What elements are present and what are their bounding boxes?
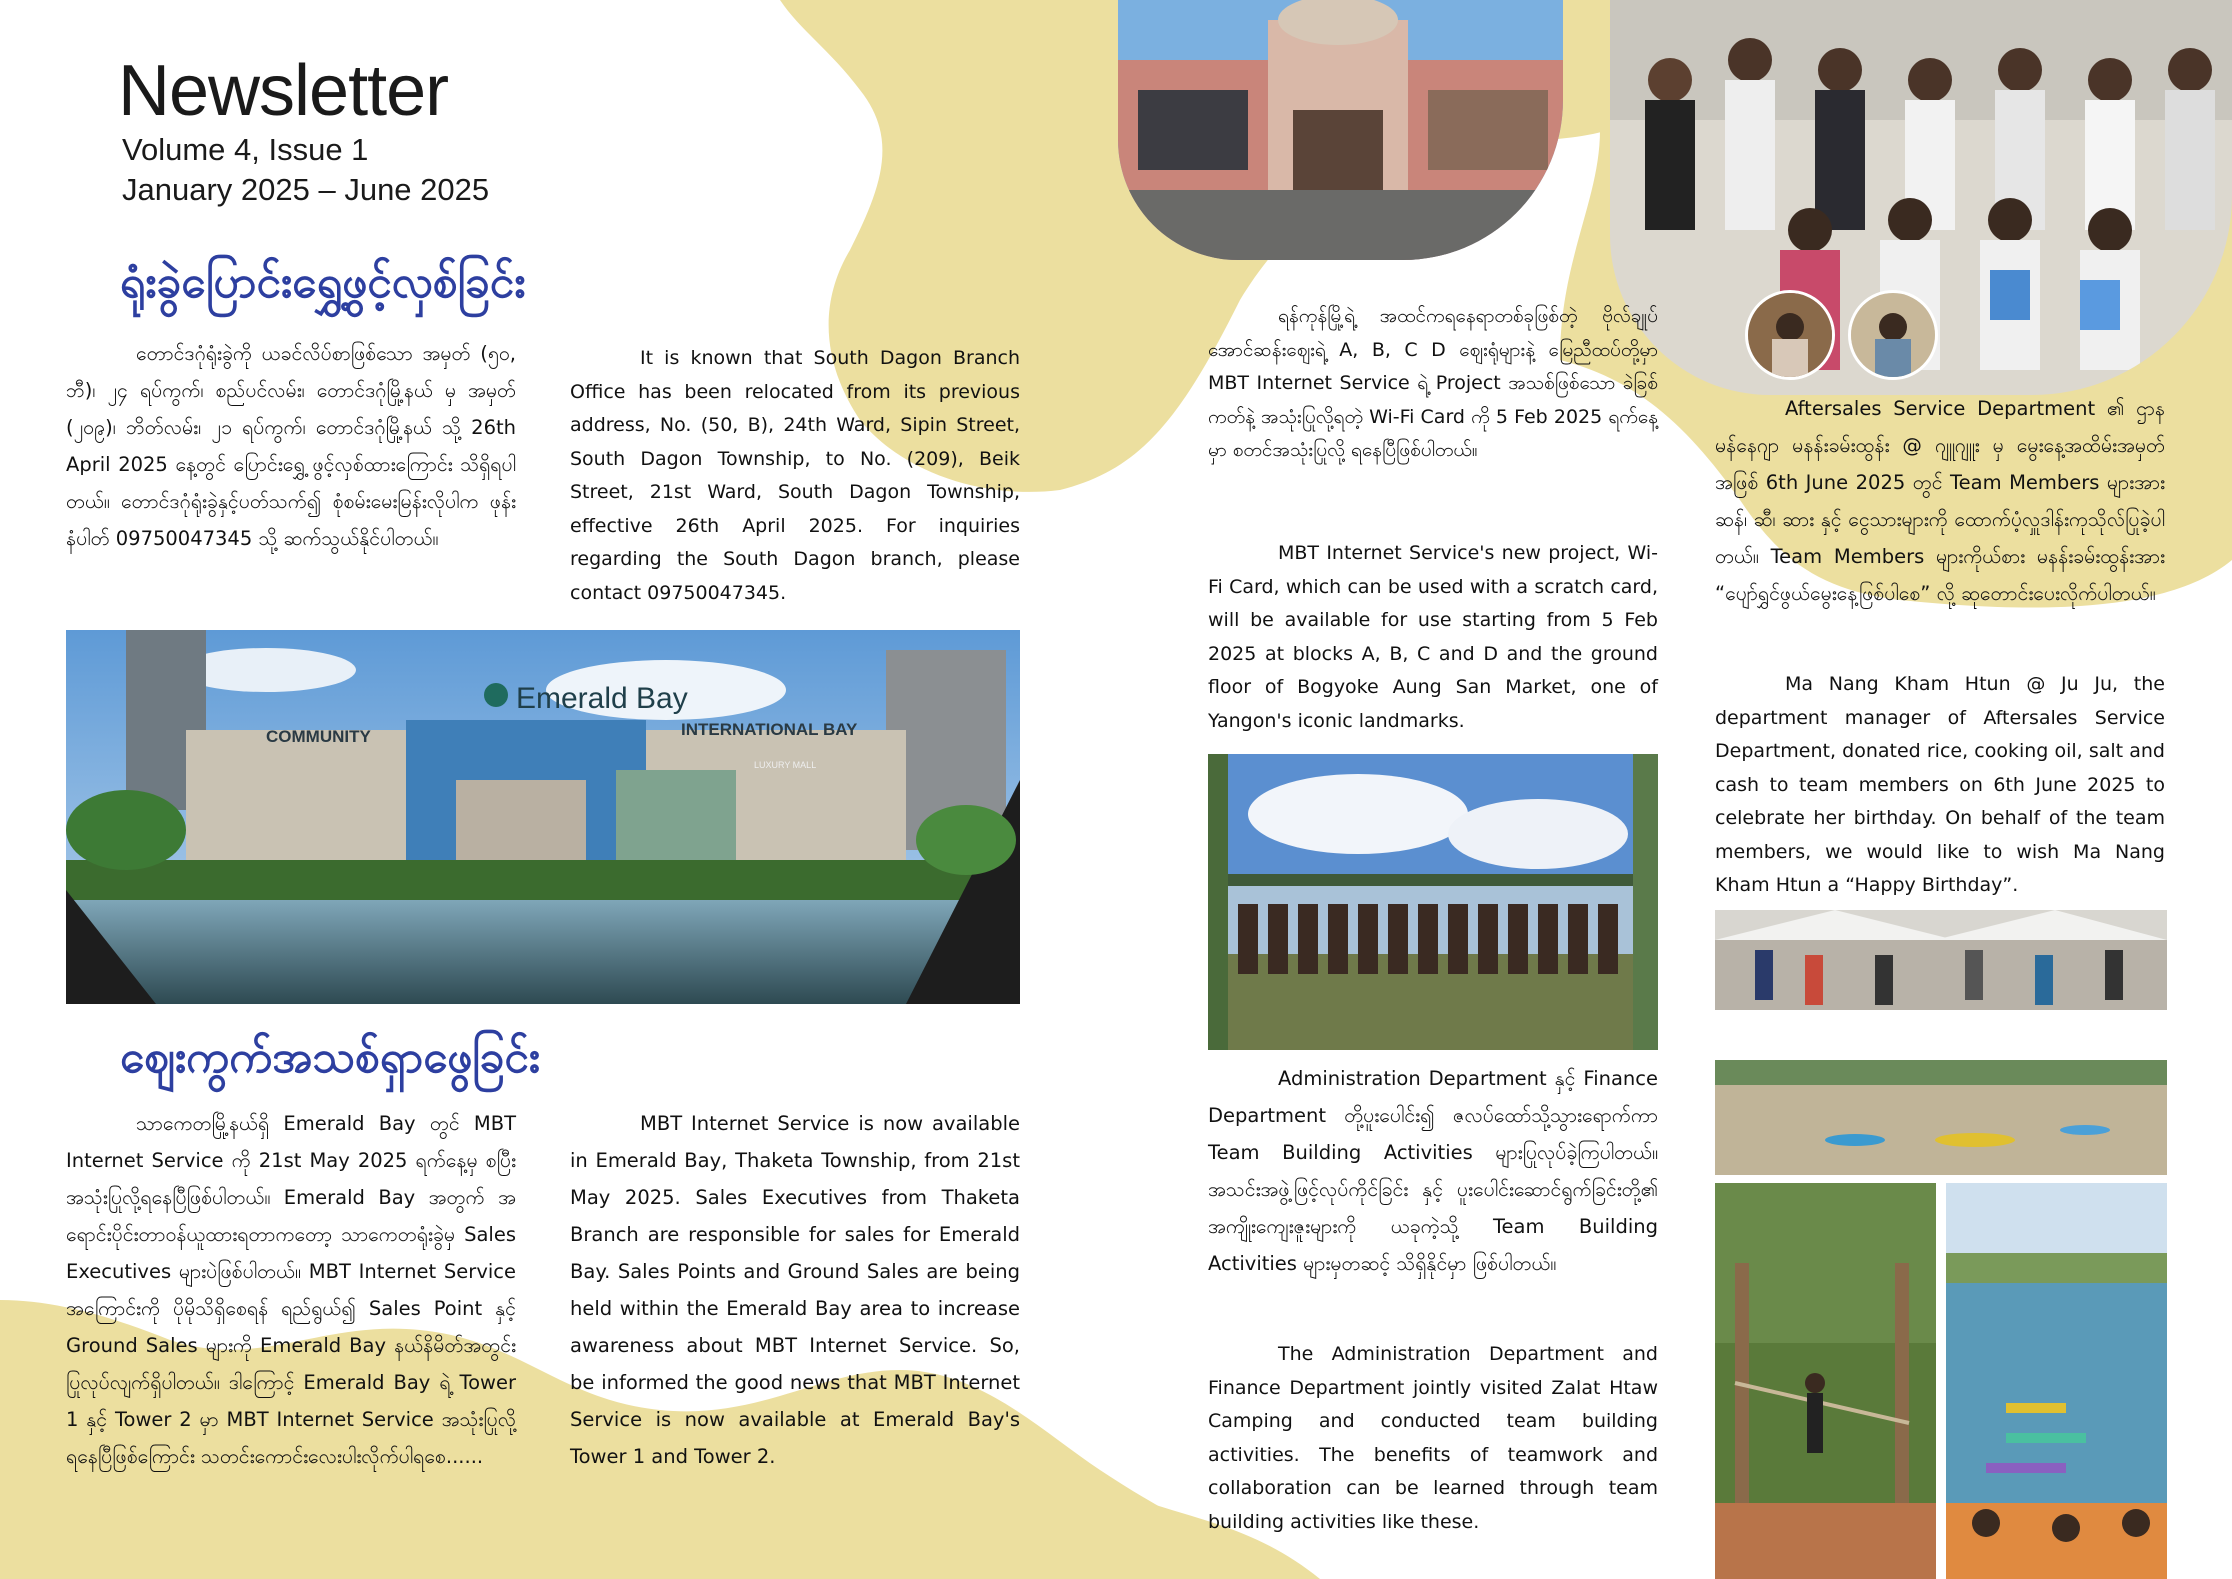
aftersales-paragraph-mm: Aftersales Service Department ၏ ဌာနမန်နေဂျာ မနန်းခမ်းထွန်း @ ဂျူဂျူး မှ မွေးနေ့အထိမ်းအမှတ်အဖြစ် 6th June 2025 တွင် Team Members များအား ဆန်၊ ဆီ၊ ဆား နှင့် ငွေသားများကို ထောက်ပံ့လှူဒါန်းကုသိုလ်ပြုခဲ့ပါတယ်။ Team Members များကိုယ်စား မနန်းခမ်းထွန်းအား “ပျော်ရွှင်ဖွယ်မွေးနေ့ဖြစ်ပါစေ” လို့ ဆုတောင်းပေးလိုက်ပါတယ်။ bbox=[1715, 397, 2165, 605]
section-heading-new-market: ဈေးကွက်အသစ်ရှာဖွေခြင်း bbox=[120, 1032, 540, 1083]
luxury-mall-sign: LUXURY MALL bbox=[754, 760, 817, 770]
relocation-paragraph-en: It is known that South Dagon Branch Office has been relocated from its previous address, No. (50, B), 24th Ward, Sipin Street, South Dagon Township, to No. (209), Beik Street, 21st Ward, South Dagon Township, effective 26th April 2025. For inquiries regarding the South Dagon branch, please contact 09750047345. bbox=[570, 347, 1020, 604]
wifi-card-paragraph-mm: ရန်ကုန်မြို့ရဲ့ အထင်ကရနေရာတစ်ခုဖြစ်တဲ့ ဗိုလ်ချုပ်အောင်ဆန်းဈေးရဲ့ A, B, C D ဈေးရုံများနဲ့ မြေညီထပ်တို့မှာ MBT Internet Service ရဲ့ Project အသစ်ဖြစ်သော ခဲခြစ်ကတ်နဲ့ အသုံးပြုလို့ရတဲ့ Wi-Fi Card ကို 5 Feb 2025 ရက်နေ့မှာ စတင်အသုံးပြုလို့ ရနေပြီဖြစ်ပါတယ်။ bbox=[1208, 305, 1658, 461]
aftersales-inset-photo-1 bbox=[1745, 290, 1835, 380]
new-market-paragraph-en: MBT Internet Service is now available in Emerald Bay, Thaketa Township, from 21st May 2025. Sales Executives from Thaketa Branch are responsible for sales for Emerald Bay. Sales Points and Ground Sales are being held within the Emerald Bay area to increase awareness about MBT Internet Service. So, be informed the good news that MBT Internet Service is now available at Emerald Bay's Tower 1 and Tower 2. bbox=[570, 1112, 1020, 1468]
water-activity-photo bbox=[1946, 1183, 2167, 1579]
emerald-bay-photo bbox=[66, 630, 1020, 1004]
volume-issue: Volume 4, Issue 1 bbox=[122, 132, 369, 167]
team-building-paragraph-mm: Administration Department နှင့် Finance Department တို့ပူးပေါင်း၍ ဇလပ်ထော်သို့သွားရောက်ကာ Team Building Activities များပြုလုပ်ခဲ့ကြပါတယ်။ အသင်းအဖွဲ့ဖြင့်လုပ်ကိုင်ခြင်း နှင့် ပူးပေါင်းဆောင်ရွက်ခြင်းတို့၏ အကျိုးကျေးဇူးများကို ယခုကဲ့သို့ Team Building Activities များမှတဆင့် သိရှိနိုင်မှာ ဖြစ်ပါတယ်။ bbox=[1208, 1067, 1658, 1275]
section-heading-relocation: ရုံးခွဲပြောင်းရွှေ့ဖွင့်လှစ်ခြင်း bbox=[120, 257, 526, 308]
rope-course-photo bbox=[1715, 1183, 1936, 1579]
camp-tent-photo bbox=[1715, 910, 2167, 1010]
team-building-group-photo bbox=[1208, 754, 1658, 1050]
kayak-lake-photo bbox=[1715, 1060, 2167, 1175]
wifi-card-paragraph-en: MBT Internet Service's new project, Wi-Fi Card, which can be used with a scratch card, will be available for use starting from 5 Feb 2025 at blocks A, B, C and D and the ground floor of Bogyoke Aung San Market, one of Yangon's iconic landmarks. bbox=[1208, 542, 1658, 732]
relocation-paragraph-mm: တောင်ဒဂုံရုံးခွဲကို ယခင်လိပ်စာဖြစ်သော အမှတ် (၅၀, ဘီ)၊ ၂၄ ရပ်ကွက်၊ စည်ပင်လမ်း၊ တောင်ဒဂုံမြို့နယ် မှ အမှတ် (၂၀၉)၊ ဘိတ်လမ်း၊ ၂၁ ရပ်ကွက်၊ တောင်ဒဂုံမြို့နယ် သို့ 26th April 2025 နေ့တွင် ပြောင်းရွှေ့ ဖွင့်လှစ်ထားကြောင်း သိရှိရပါတယ်။ တောင်ဒဂုံရုံးခွဲနှင့်ပတ်သက်၍ စုံစမ်းမေးမြန်းလိုပါက ဖုန်းနံပါတ် 09750047345 သို့ ဆက်သွယ်နိုင်ပါတယ်။ bbox=[66, 342, 516, 550]
new-market-paragraph-mm: သာကေတမြို့နယ်ရှိ Emerald Bay တွင် MBT Internet Service ကို 21st May 2025 ရက်နေ့မှ စပြီး အသုံးပြုလို့ရနေပြီဖြစ်ပါတယ်။ Emerald Bay အတွက် အရောင်းပိုင်းတာဝန်ယူထားရတာကတော့ သာကေတရုံးခွဲမှ Sales Executives များပဲဖြစ်ပါတယ်။ MBT Internet Service အကြောင်းကို ပိုမိုသိရှိစေရန် ရည်ရွယ်၍ Sales Point နှင့် Ground Sales များကို Emerald Bay နယ်နိမိတ်အတွင်းပြုလုပ်လျက်ရှိပါတယ်။ ဒါကြောင့် Emerald Bay ရဲ့ Tower 1 နှင့် Tower 2 မှာ MBT Internet Service အသုံးပြုလို့ ရနေပြီဖြစ်ကြောင်း သတင်းကောင်းလေးပါးလိုက်ပါရစေ...... bbox=[66, 1112, 516, 1468]
market-building-photo bbox=[1118, 0, 1563, 260]
intl-bay-sign: INTERNATIONAL BAY bbox=[681, 720, 858, 739]
issue-period: January 2025 – June 2025 bbox=[122, 172, 490, 207]
newsletter-title: Newsletter bbox=[118, 51, 449, 131]
community-sign: COMMUNITY bbox=[266, 727, 371, 746]
emerald-bay-sign: Emerald Bay bbox=[516, 682, 688, 715]
team-building-paragraph-en: The Administration Department and Finance Department jointly visited Zalat Htaw Camping and conducted team building activities. The benefits of teamwork and collaboration can be learned through team building activities like these. bbox=[1208, 1343, 1658, 1533]
aftersales-inset-photo-2 bbox=[1848, 290, 1938, 380]
aftersales-paragraph-en: Ma Nang Kham Htun @ Ju Ju, the department manager of Aftersales Service Department, donated rice, cooking oil, salt and cash to team members on 6th June 2025 to celebrate her birthday. On behalf of the team members, we would like to wish Ma Nang Kham Htun a “Happy Birthday”. bbox=[1715, 673, 2165, 896]
